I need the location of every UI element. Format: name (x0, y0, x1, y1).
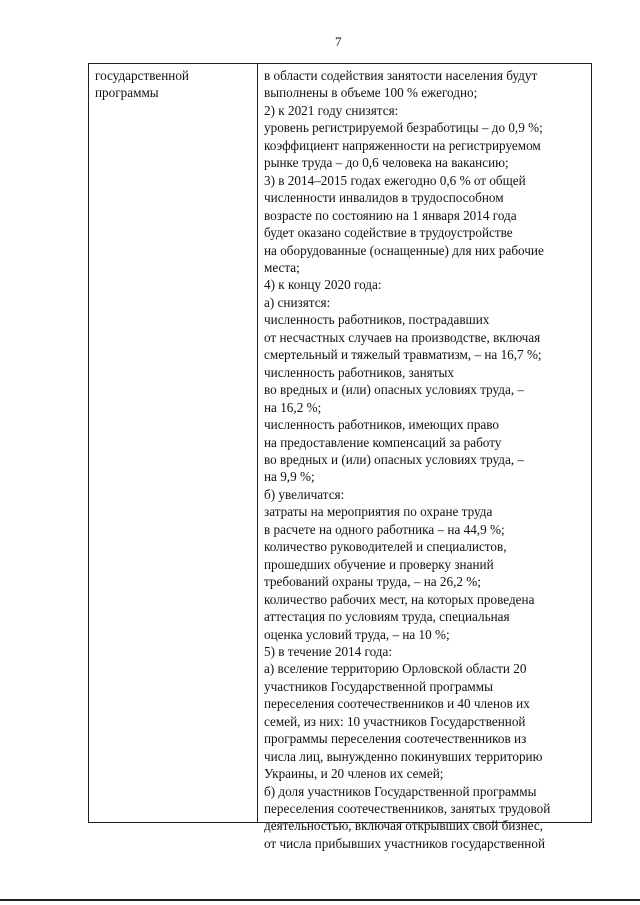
text-line: от числа прибывших участников государственной (264, 835, 546, 851)
text-line: количество рабочих мест, на которых проведена (264, 591, 535, 607)
text-line: рынке труда – до 0,6 человека на вакансию; (264, 155, 509, 171)
text-line: затраты на мероприятия по охране труда (264, 504, 493, 520)
text-line: от несчастных случаев на производстве, включая (264, 329, 541, 345)
text-line: коэффициент напряженности на регистрируемом (264, 137, 541, 153)
left-column-line: программы (95, 85, 159, 100)
text-line: Украины, и 20 членов их семей; (264, 766, 444, 782)
text-line: 4) к концу 2020 года: (264, 277, 382, 293)
text-line: численность работников, занятых (264, 364, 454, 380)
text-line: на 9,9 %; (264, 469, 315, 485)
text-line: в области содействия занятости населения будут (264, 68, 538, 83)
text-line: во вредных и (или) опасных условиях труда, – (264, 451, 525, 467)
left-column-line: государственной (95, 68, 189, 83)
text-line: 2) к 2021 году снизятся: (264, 102, 399, 118)
text-line: 5) в течение 2014 года: (264, 643, 393, 659)
text-line: б) доля участников Государственной программы (264, 783, 537, 799)
page-bottom-edge (0, 899, 640, 901)
text-line: требований охраны труда, – на 26,2 %; (264, 574, 481, 590)
text-line: б) увеличатся: (264, 486, 345, 502)
text-line: деятельностью, включая открывших свой бизнес, (264, 818, 543, 834)
text-line: численности инвалидов в трудоспособном (264, 190, 504, 206)
text-line: участников Государственной программы (264, 678, 493, 694)
text-line: места; (264, 259, 300, 275)
text-line: 3) в 2014–2015 годах ежегодно 0,6 % от общей (264, 172, 526, 188)
page-number: 7 (335, 34, 342, 49)
text-line: программы переселения соотечественников из (264, 731, 527, 747)
text-line: выполнены в объеме 100 % ежегодно; (264, 85, 478, 101)
text-line: переселения соотечественников, занятых трудовой (264, 801, 551, 817)
text-line: а) снизятся: (264, 294, 331, 310)
text-line: аттестация по условиям труда, специальная (264, 609, 510, 625)
text-line: возрасте по состоянию на 1 января 2014 года (264, 207, 517, 223)
text-line: а) вселение территорию Орловской области 20 (264, 661, 527, 677)
text-line: семей, из них: 10 участников Государственной (264, 713, 526, 729)
text-line: числа лиц, вынужденно покинувших территорию (264, 748, 543, 764)
text-line: в расчете на одного работника – на 44,9 %; (264, 521, 505, 537)
text-line: будет оказано содействие в трудоустройстве (264, 225, 513, 241)
text-line: прошедших обучение и проверку знаний (264, 556, 494, 572)
table-left-column (89, 64, 258, 822)
text-line: уровень регистрируемой безработицы – до 0,9 %; (264, 120, 543, 136)
text-line: на предоставление компенсаций за работу (264, 434, 502, 450)
text-line: численность работников, имеющих право (264, 417, 499, 433)
text-line: во вредных и (или) опасных условиях труда, – (264, 382, 525, 398)
text-line: количество руководителей и специалистов, (264, 539, 507, 555)
document-table (88, 63, 592, 851)
text-line: на оборудованные (оснащенные) для них рабочие (264, 242, 544, 258)
table-right-column (258, 64, 591, 851)
text-line: переселения соотечественников и 40 членов их (264, 696, 530, 712)
text-line: смертельный и тяжелый травматизм, – на 16,7 %; (264, 347, 542, 363)
text-line: оценка условий труда, – на 10 %; (264, 626, 450, 642)
text-line: численность работников, пострадавших (264, 312, 490, 328)
text-line: на 16,2 %; (264, 399, 322, 415)
